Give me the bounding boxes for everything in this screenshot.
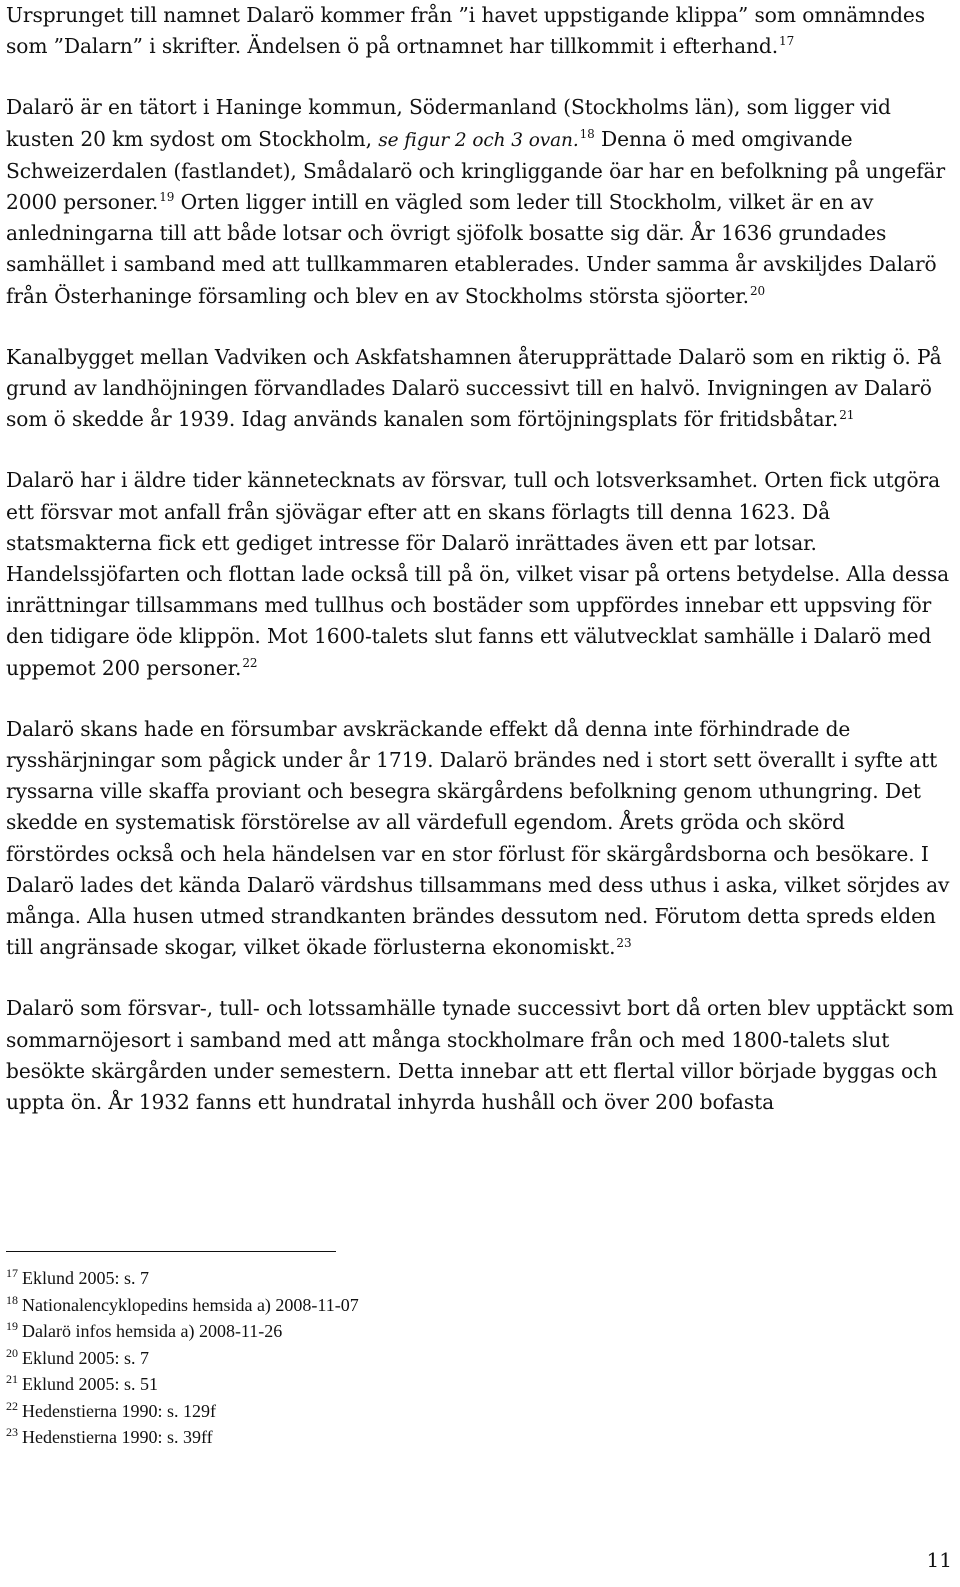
footnote-text: Hedenstierna 1990: s. 39ff [22,1427,213,1447]
figure-reference: se figur 2 och 3 ovan. [378,129,579,151]
body-text [6,0,954,1148]
footnote [6,1398,706,1425]
footnote-number: 20 [6,1345,18,1360]
paragraph [6,465,954,683]
paragraph [6,714,954,964]
footnote [6,1318,706,1345]
paragraph-text: Dalarö skans hade en försumbar avskräckande effekt då denna inte förhindrade de rysshärjningar som pågick under år 1719. Dalarö brändes ned i stort sett överallt i syfte att ryssarna ville skaffa proviant och besegra skärgårdens befolkning genom uthungring. Det skedde en systematisk förstörelse av all värdefull egendom. Årets gröda och skörd förstördes också och hela händelsen var en stor förlust för skärgårdsborna och besökare. I Dalarö lades det kända Dalarö värdshus tillsammans med dess uthus i aska, vilket sörjdes av många. Alla husen utmed strandkanten brändes dessutom ned. Förutom detta spreds elden till angränsade skogar, vilket ökade förlusterna ekonomiskt. [6,716,950,960]
footnotes [6,1265,706,1451]
paragraph-text: Dalarö har i äldre tider kännetecknats av försvar, tull och lotsverksamhet. Orten fick utgöra ett försvar mot anfall från sjövägar efter att en skans förlagts till denna 1623. Då statsmakterna fick ett gediget intresse för Dalarö inrättades även ett par lotsar. Handelssjöfarten och flottan lade också till på ön, vilket visar på ortens betydelse. Alla dessa inrättningar tillsammans med tullhus och bostäder som uppfördes innebar ett uppsving för den tidigare öde klippön. Mot 1600-talets slut fanns ett välutvecklat samhälle i Dalarö med uppemot 200 personer. [6,468,950,680]
footnote-reference: 22 [242,655,258,670]
paragraph [6,0,954,62]
paragraph [6,342,954,436]
footnote-number: 17 [6,1266,18,1280]
footnote-reference: 21 [839,407,855,422]
footnote-reference: 23 [616,935,632,950]
footnote [6,1265,706,1292]
footnote-text: Nationalencyklopedins hemsida a) 2008-11-07 [22,1294,359,1315]
footnote-number: 23 [6,1425,18,1439]
footnote-number: 21 [6,1372,18,1386]
paragraph-text: Ursprunget till namnet Dalarö kommer från ”i havet uppstigande klippa” som omnämndes som ”Dalarn” i skrifter. Ändelsen ö på ortnamnet har tillkommit i efterhand. [6,3,926,59]
paragraph [6,993,954,1118]
footnote-number: 22 [6,1398,18,1413]
paragraph-text: Dalarö är en tätort i Haninge kommun, Södermanland (Stockholms län), som ligger vid kusten 20 km sydost om Stockholm, [6,95,891,151]
footnote [6,1292,706,1319]
paragraph-text: Denna ö med omgivande Schweizerdalen (fastlandet), Smådalarö och kringliggande öar har en befolkning på ungefär 2000 personer. [6,126,945,215]
footnote [6,1345,706,1372]
footnote [6,1371,706,1398]
paragraph [6,92,954,311]
footnote-text: Dalarö infos hemsida a) 2008-11-26 [22,1321,283,1341]
footnote-text: Hedenstierna 1990: s. 129f [22,1400,216,1421]
footnote-reference: 19 [159,190,175,205]
footnote-text: Eklund 2005: s. 7 [22,1347,150,1368]
footnote-reference: 20 [749,283,766,298]
footnote-reference: 18 [579,126,595,141]
paragraph-text: Dalarö som försvar-, tull- och lotssamhälle tynade successivt bort då orten blev upptäckt som sommarnöjesort i samband med att många stockholmare från och med 1800-talets slut besökte skärgården under semestern. Detta innebar att ett flertal villor började byggas och uppta ön. År 1932 fanns ett hundratal inhyrda hushåll och över 200 bofasta [6,996,954,1115]
paragraph-text: Orten ligger intill en vägled som leder till Stockholm, vilket är en av anledningarna till att både lotsar och övrigt sjöfolk bosatte sig där. År 1636 grundades samhället i samband med att tullkammaren etablerades. Under samma år avskiljdes Dalarö från Österhaninge församling och blev en av Stockholms största sjöorter. [6,190,937,308]
footnote-text: Eklund 2005: s. 7 [22,1268,150,1288]
footnote-separator [6,1251,336,1252]
footnote-number: 19 [6,1319,18,1333]
page-number: 11 [926,1548,952,1572]
footnote [6,1424,706,1451]
footnote-text: Eklund 2005: s. 51 [22,1374,159,1394]
footnote-number: 18 [6,1292,18,1307]
footnote-reference: 17 [779,34,795,49]
paragraph-text: Kanalbygget mellan Vadviken och Askfatshamnen återupprättade Dalarö som en riktig ö. På grund av landhöjningen förvandlades Dalarö successivt till en halvö. Invigningen av Dalarö som ö skedde år 1939. Idag används kanalen som förtöjningsplats för fritidsbåtar. [6,344,942,432]
